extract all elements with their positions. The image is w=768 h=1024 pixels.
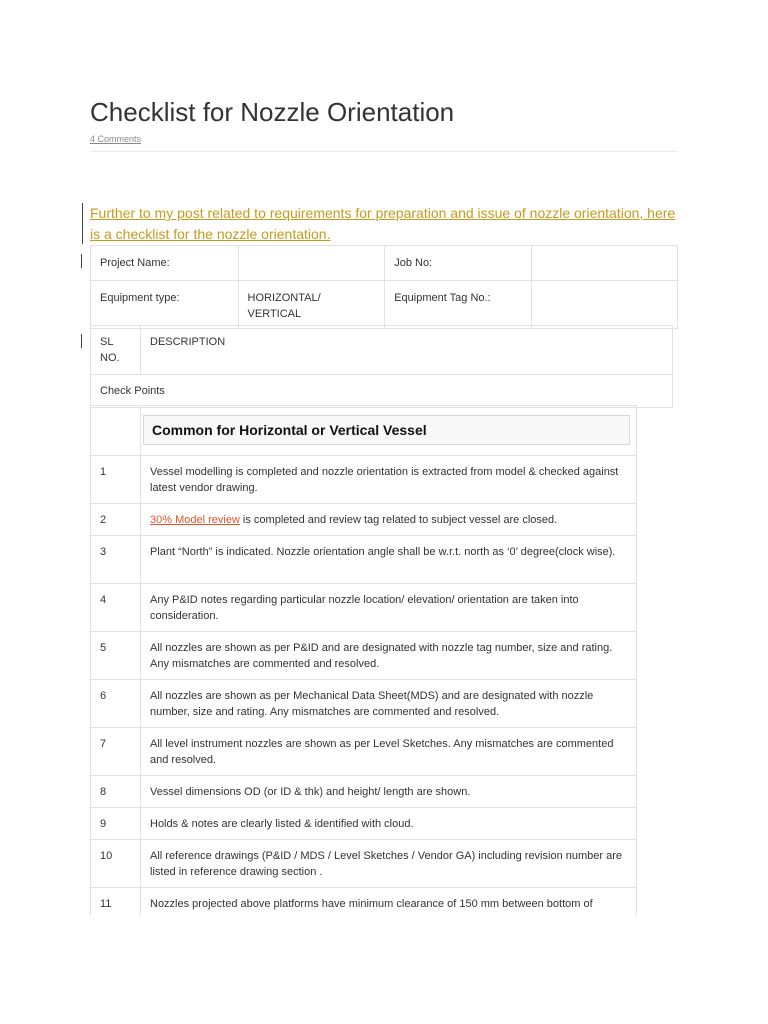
row-number: 8 [91,776,141,808]
table-row [91,840,637,888]
row-description: Vessel modelling is completed and nozzle orientation is extracted from model & checked against latest vendor drawing. [141,456,637,504]
row-number: 9 [91,808,141,840]
row-number: 4 [91,584,141,632]
equipment-type-line2: VERTICAL [247,308,302,320]
table-row [91,728,637,776]
table-row [91,584,637,632]
project-name-label: Project Name: [91,246,239,281]
row-number: 1 [91,456,141,504]
job-no-label: Job No: [385,246,532,281]
table-row [91,456,637,504]
row-description: Vessel dimensions OD (or ID & thk) and height/ length are shown. [141,776,637,808]
row-description: All level instrument nozzles are shown as per Level Sketches. Any mismatches are commented and resolved. [141,728,637,776]
equipment-type-label: Equipment type: [91,281,239,329]
table-row [91,536,637,584]
row-description-text: is completed and review tag related to subject vessel are closed. [239,514,558,526]
row-number: 11 [91,888,141,916]
model-review-link[interactable]: 30% Model review [150,514,240,526]
intro-link[interactable]: Further to my post related to requirements for preparation and issue of nozzle orientation, here is a checklist for the nozzle orientation. [90,205,676,242]
equipment-type-line1: HORIZONTAL/ [247,292,321,304]
row-description: All nozzles are shown as per Mechanical Data Sheet(MDS) and are designated with nozzle number, size and rating. Any mismatches are commented and resolved. [141,680,637,728]
table-row [91,776,637,808]
section-cell [141,406,637,456]
table-row [91,888,637,916]
description-header: DESCRIPTION [141,326,673,375]
row-number: 10 [91,840,141,888]
row-number: 2 [91,504,141,536]
comments-link[interactable]: 4 Comments [90,134,142,144]
row-description [141,504,637,536]
row-description: Holds & notes are clearly listed & identified with cloud. [141,808,637,840]
row-number: 7 [91,728,141,776]
row-description: Plant “North” is indicated. Nozzle orientation angle shall be w.r.t. north as ‘0’ degree(clock wise). [141,536,637,584]
row-description: All reference drawings (P&ID / MDS / Level Sketches / Vendor GA) including revision number are listed in reference drawing section . [141,840,637,888]
sl-no-line1: SL [100,336,114,348]
row-number: 5 [91,632,141,680]
table-row [91,808,637,840]
check-points-header: Check Points [91,375,673,408]
row-number: 6 [91,680,141,728]
equipment-tag-label: Equipment Tag No.: [385,281,532,329]
row-number: 3 [91,536,141,584]
row-description: All nozzles are shown as per P&ID and are designated with nozzle tag number, size and rating. Any mismatches are commented and resolved. [141,632,637,680]
row-description: Nozzles projected above platforms have minimum clearance of 150 mm between bottom of [141,888,637,916]
table-row [91,680,637,728]
table-row [91,632,637,680]
table-row [91,504,637,536]
section-heading: Common for Horizontal or Vertical Vessel [143,415,630,445]
checklist-table [90,405,637,915]
page-title: Checklist for Nozzle Orientation [90,97,455,127]
row-description: Any P&ID notes regarding particular nozzle location/ elevation/ orientation are taken into consideration. [141,584,637,632]
sl-no-line2: NO. [100,352,120,364]
section-number-cell [91,406,141,456]
